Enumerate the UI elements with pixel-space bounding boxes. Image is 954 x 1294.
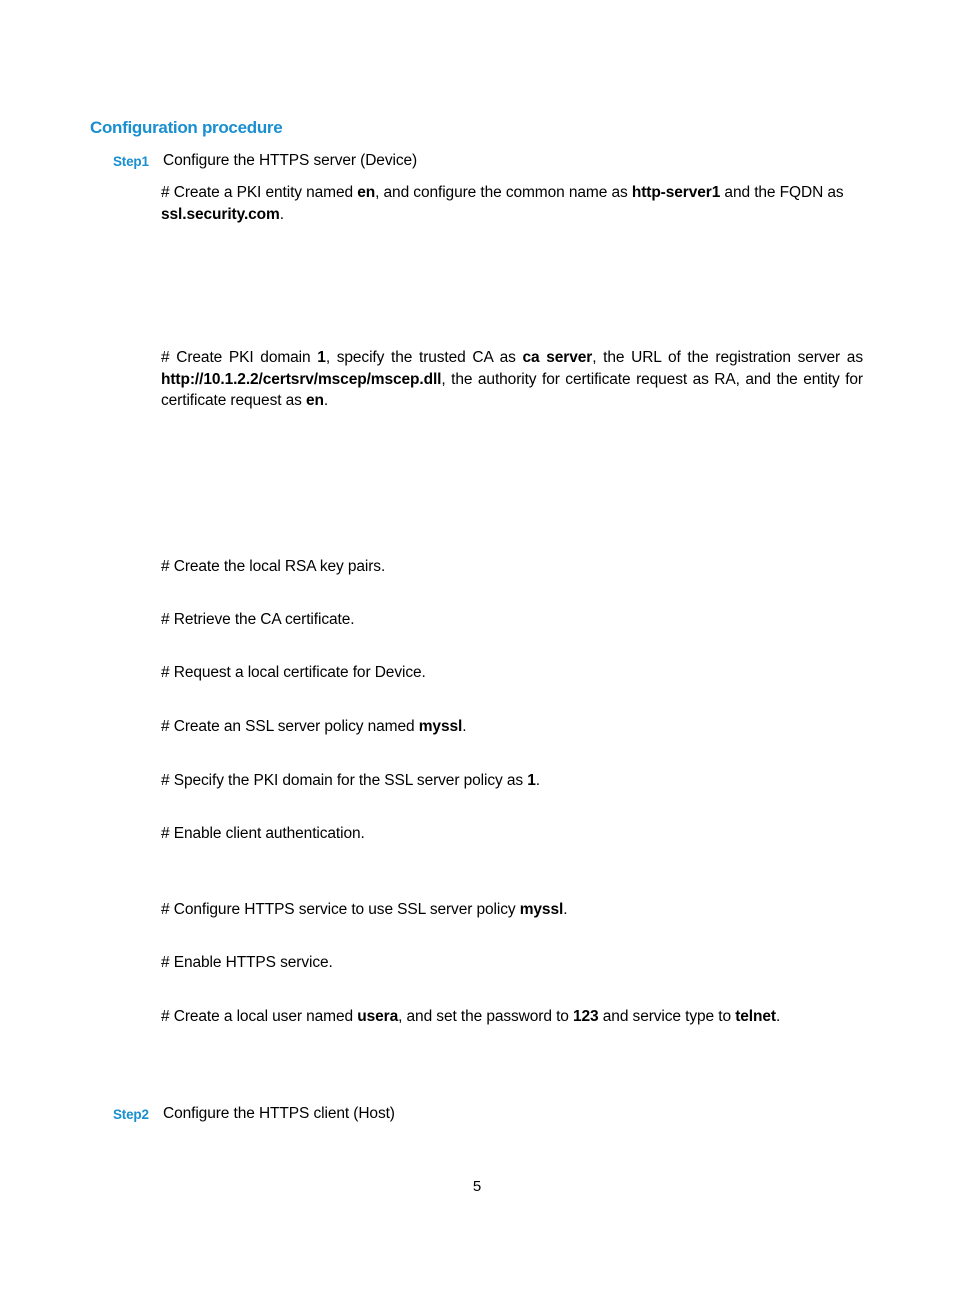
paragraph-create-pki-domain: # Create PKI domain 1, specify the trusted CA as ca server, the URL of the registration server as http://10.1.2.2/certsrv/mscep/mscep.dll, the authority for certificate request as RA, and the entity for certificate request as en.	[161, 349, 863, 409]
paragraph-create-pki-entity: # Create a PKI entity named en, and configure the common name as http-server1 and the FQDN as ssl.security.com.	[161, 184, 844, 223]
policy-name: myssl	[418, 718, 463, 735]
registration-url: http://10.1.2.2/certsrv/mscep/mscep.dll	[161, 370, 442, 388]
pki-domain-value: 1	[527, 772, 536, 789]
user-name: usera	[357, 1008, 399, 1025]
fqdn: ssl.security.com	[161, 205, 280, 223]
entity-ref: en	[306, 392, 324, 409]
step-1-label: Step1	[113, 154, 149, 169]
paragraph-enable-https: # Enable HTTPS service.	[161, 954, 333, 971]
service-type: telnet	[735, 1008, 776, 1025]
paragraph-request-cert: # Request a local certificate for Device.	[161, 664, 426, 681]
https-policy-name: myssl	[519, 901, 564, 918]
entity-name: en	[357, 184, 376, 201]
paragraph-local-user: # Create a local user named usera, and set the password to 123 and service type to telnet.	[161, 1008, 781, 1025]
paragraph-https-policy: # Configure HTTPS service to use SSL server policy myssl.	[161, 901, 568, 918]
step-2-label: Step2	[113, 1107, 149, 1122]
step-1-text: Configure the HTTPS server (Device)	[163, 152, 418, 169]
paragraph-client-auth: # Enable client authentication.	[161, 825, 365, 842]
common-name: http-server1	[631, 184, 721, 201]
page-number: 5	[472, 1178, 482, 1195]
section-heading: Configuration procedure	[90, 118, 283, 137]
ca-name: ca server	[522, 349, 593, 366]
paragraph-ssl-policy: # Create an SSL server policy named myssl.	[161, 718, 467, 735]
paragraph-retrieve-ca: # Retrieve the CA certificate.	[161, 611, 355, 628]
step-2-text: Configure the HTTPS client (Host)	[163, 1105, 395, 1122]
paragraph-rsa-keys: # Create the local RSA key pairs.	[161, 558, 386, 575]
password: 123	[573, 1008, 599, 1025]
domain-name: 1	[317, 349, 326, 366]
paragraph-pki-domain-policy: # Specify the PKI domain for the SSL server policy as 1.	[161, 772, 540, 789]
